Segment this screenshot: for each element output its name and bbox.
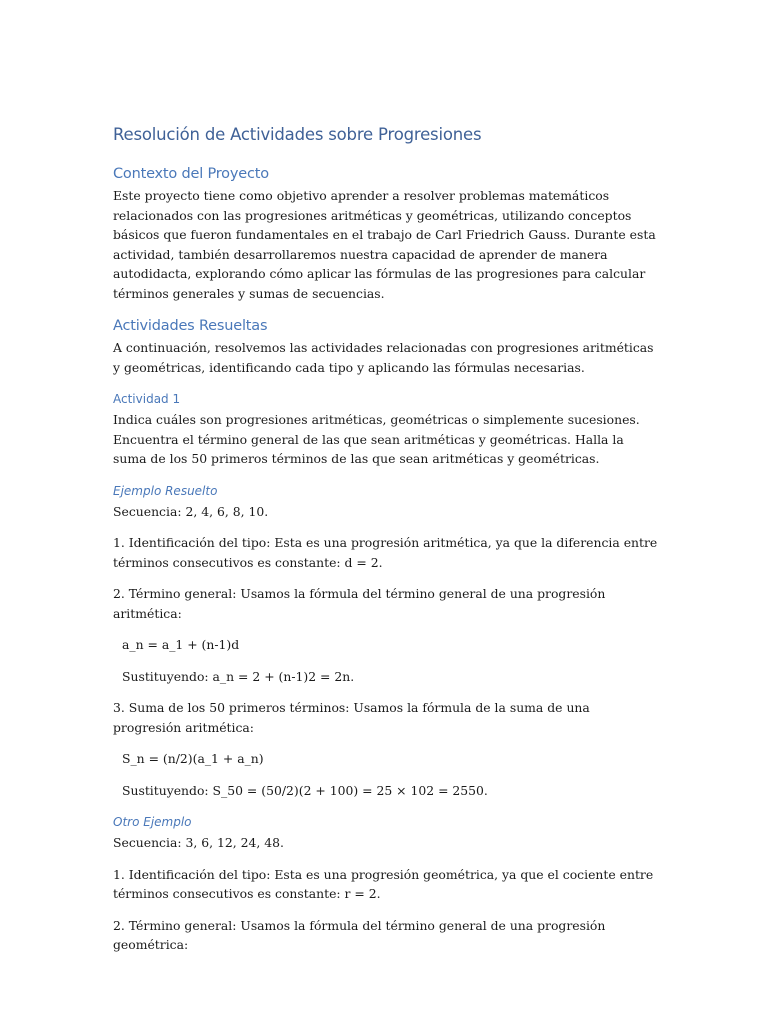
other-example-heading: Otro Ejemplo	[113, 815, 192, 829]
section-heading-actividades: Actividades Resueltas	[113, 318, 268, 334]
example-formula-1: a_n = a_1 + (n-1)d	[122, 637, 240, 652]
section-heading-contexto: Contexto del Proyecto	[113, 166, 269, 182]
paragraph-activity: Indica cuáles son progresiones aritméticas, geométricas o simplemente sucesiones. Encuentra el término general de las que sean aritméticas y geométricas. Halla la suma de los 50 primeros términos de las que sean aritméticas y geométricas.	[113, 412, 640, 466]
activity-heading: Actividad 1	[113, 392, 181, 406]
example-heading: Ejemplo Resuelto	[113, 483, 218, 498]
example-substitution-1: Sustituyendo: a_n = 2 + (n-1)2 = 2n.	[122, 668, 355, 684]
paragraph-contexto: Este proyecto tiene como objetivo aprender a resolver problemas matemáticos relacionados con las progresiones aritméticas y geométricas, utilizando conceptos básicos que fueron fundamentales en el trabajo de Carl Friedrich Gauss. Durante esta actividad, también desarrollaremos nuestra capacidad de aprender de manera autodidacta, explorando cómo aplicar las fórmulas de las progresiones para calcular términos generales y sumas de secuencias.	[113, 188, 656, 301]
paragraph-actividades: A continuación, resolvemos las actividades relacionadas con progresiones aritméticas y geométricas, identificando cada tipo y aplicando las fórmulas necesarias.	[113, 340, 654, 375]
example-sequence: Secuencia: 2, 4, 6, 8, 10.	[113, 503, 269, 519]
other-example-step-2: 2. Término general: Usamos la fórmula del término general de una progresión geométrica:	[113, 917, 606, 952]
example-substitution-2: Sustituyendo: S_50 = (50/2)(2 + 100) = 25 × 102 = 2550.	[122, 782, 488, 798]
other-example-step-1: 1. Identificación del tipo: Esta es una progresión geométrica, ya que el cociente entre términos consecutivos es constante: r = 2.	[113, 866, 654, 901]
other-example-sequence: Secuencia: 3, 6, 12, 24, 48.	[113, 835, 284, 850]
example-formula-2: S_n = (n/2)(a_1 + a_n)	[122, 751, 264, 766]
example-step-2: 2. Término general: Usamos la fórmula del término general de una progresión aritmética:	[113, 586, 606, 621]
example-step-3: 3. Suma de los 50 primeros términos: Usamos la fórmula de la suma de una progresión aritmética:	[113, 700, 590, 735]
example-step-1: 1. Identificación del tipo: Esta es una progresión aritmética, ya que la diferencia entre términos consecutivos es constante: d = 2.	[113, 535, 658, 570]
document-title: Resolución de Actividades sobre Progresiones	[113, 125, 482, 144]
